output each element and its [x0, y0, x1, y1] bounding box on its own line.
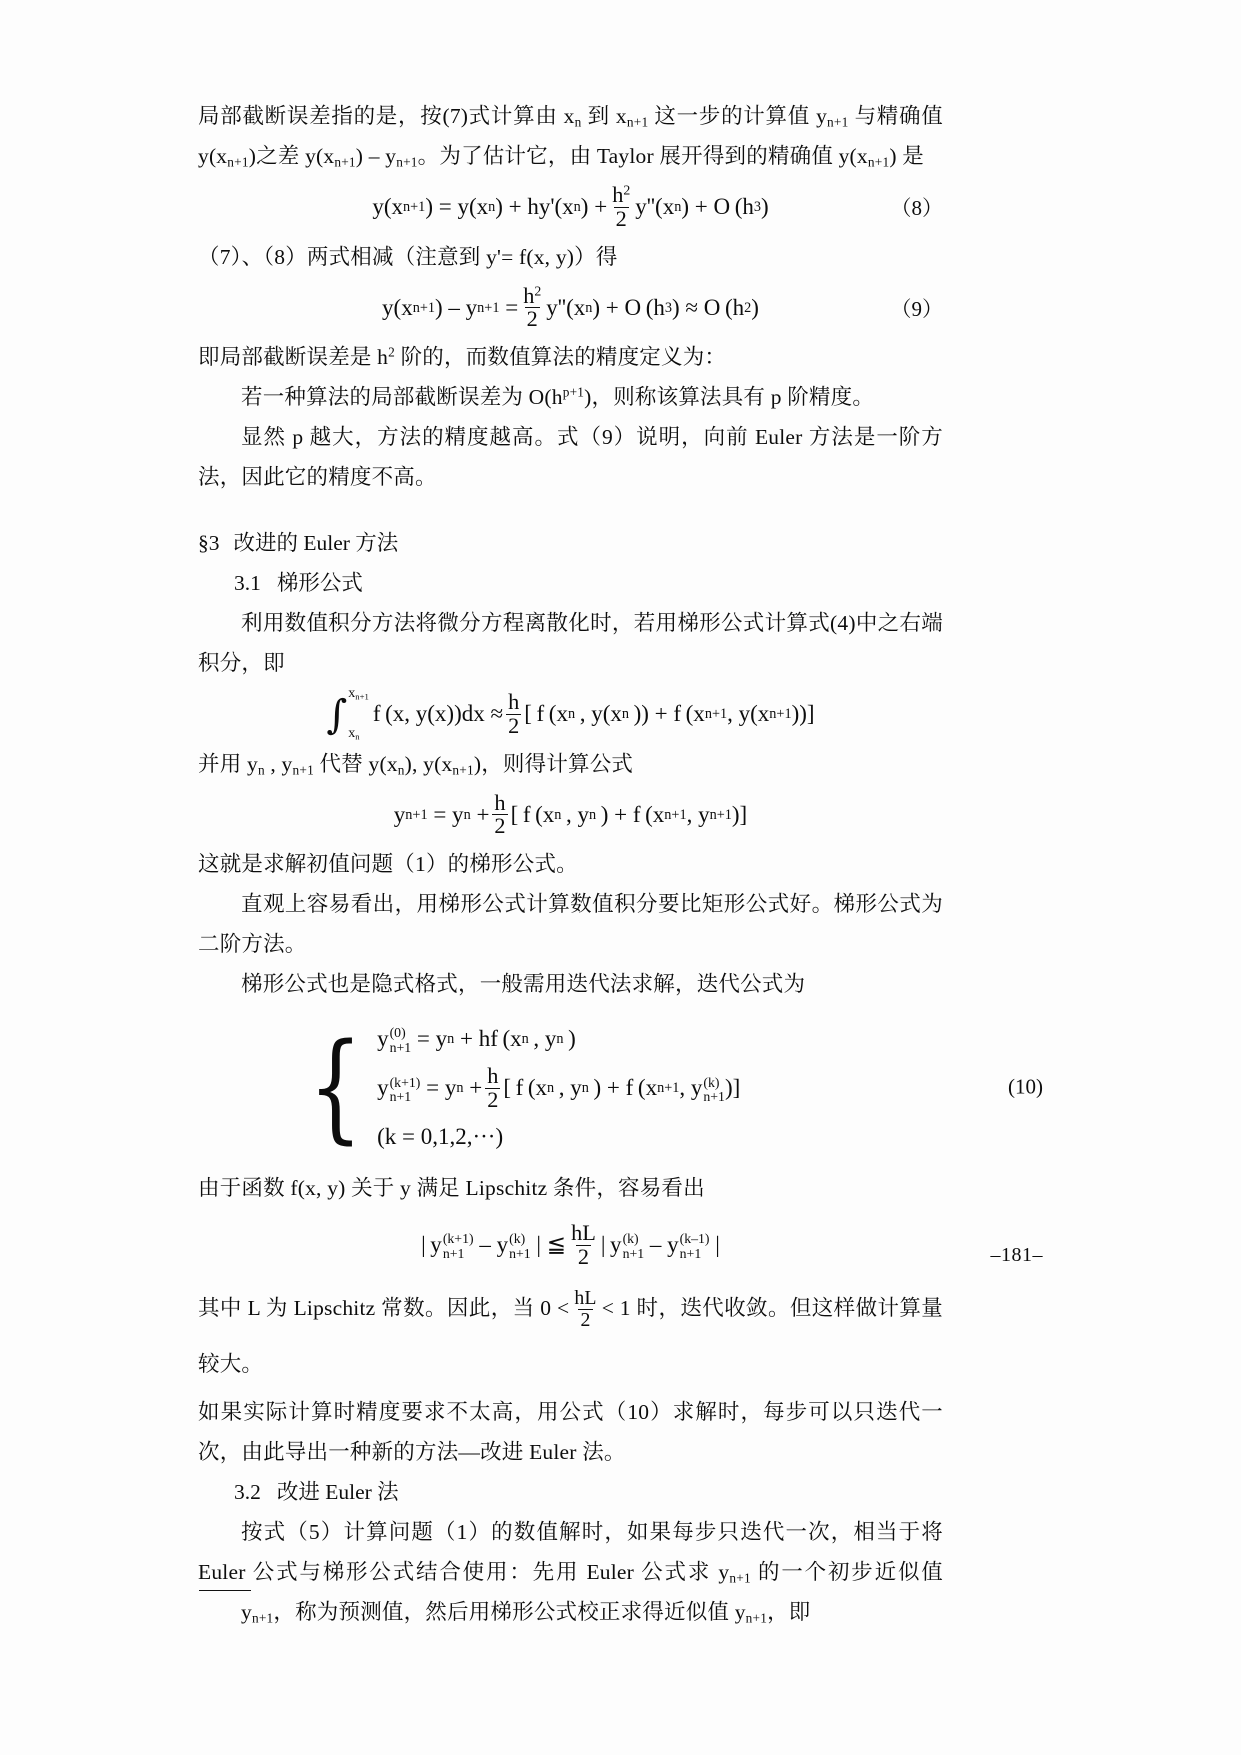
paragraph-subtract: （7）、（8）两式相减（注意到 y'= f(x, y)）得: [198, 244, 618, 269]
paragraph-replace: [198, 744, 943, 784]
p32-b6: ，称为预测值，然: [273, 1600, 448, 1624]
subsection-3-1-label: 3.1: [234, 571, 261, 595]
p32-c3: ，即: [767, 1600, 811, 1624]
p32-b5: n+1: [251, 1610, 274, 1626]
paragraph-lipschitz-intro: 由于函数 f(x, y) 关于 y 满足 Lipschitz 条件，容易看出: [198, 1176, 705, 1200]
equation-integral: ∫ $x_{n+1}$ $x_n$ f (x, y(x))dx ≈ $\frac{h}{2}$ [ f (x n , y(x n )) + f (x n+1 , y(x n+1 ))]: [326, 686, 815, 742]
p32-a: 按式（5）计算问题（1）的数值解时，如果每步只迭代一次，相当于将 Euler 公式: [198, 1520, 943, 1584]
equation-10-tag: (10): [1008, 1074, 1043, 1099]
p1-text-g: ) – y: [355, 144, 397, 168]
equation-9-row: [198, 282, 943, 332]
order-sup: 2: [388, 344, 396, 360]
paragraph-implicit: 梯形公式也是隐式格式，一般需用迭代法求解，迭代公式为: [241, 972, 806, 996]
p1-text-e: ): [248, 144, 257, 168]
subsection-heading-3-1: [198, 563, 943, 603]
equation-10-row-1: y (0) n+1 = y n + hf (x n , y n ): [377, 1024, 576, 1055]
equation-8: y(x n+1 ) = y(x n ) + hy'(x n ) + $\frac{h^2}{2}$ y''(x n ) + O (h 3 ): [372, 182, 769, 231]
section-3-title: 改进的 Euler 方法: [233, 531, 399, 555]
equation-8-row: [198, 184, 943, 231]
p1-sub-d: n+1: [227, 154, 249, 170]
paragraph-this-is-trapezoid: 这就是求解初值问题（1）的梯形公式。: [198, 852, 578, 876]
replace-e: )，则得计算公式: [473, 751, 634, 776]
paragraph-numerical-integration: 利用数值积分方法将微分方程离散化时，若用梯形公式计算式(4)中之右端积分，即: [198, 611, 943, 675]
p-order-text-b: )，则称该算法具有 p 阶精度。: [584, 385, 875, 409]
paragraph-order-definition: [198, 337, 943, 377]
replace-a: 并用 y: [198, 751, 258, 776]
section-3-label: §3: [198, 531, 220, 555]
paragraph-improved-euler: [198, 1512, 943, 1632]
lip-const-b: < 1 时，迭代收敛。但这样做计算量较大。: [198, 1296, 943, 1376]
lip-frac-num: hL: [574, 1287, 597, 1310]
p1-text-f: 之差 y(x: [256, 144, 335, 168]
p1-text-d: 与精确值 y(x: [198, 104, 943, 168]
p32-b2: n+1: [729, 1570, 751, 1586]
equation-10-row-3: (k = 0,1,2, ··· ): [377, 1123, 504, 1149]
replace-d: ), y(x: [404, 751, 453, 776]
p1-sub-b: n+1: [626, 114, 649, 130]
paragraph-obvious: 显然 p 越大，方法的精度越高。式（9）说明，向前 Euler 方法是一阶方法，因此它的精度不高。: [198, 425, 943, 489]
p1-sub-g: n+1: [867, 154, 890, 170]
p-order-sup: p+1: [562, 384, 585, 400]
replace-b: , y: [264, 751, 293, 776]
lip-const-a: 其中 L 为 Lipschitz 常数。因此，当 0 <: [198, 1296, 570, 1320]
page-number: –181–: [990, 1244, 1043, 1266]
p1-sub-a: n: [574, 114, 582, 130]
p32-b3: 的一个初步近似值: [750, 1560, 943, 1584]
p1-sub-c: n+1: [827, 114, 849, 130]
replace-c: 代替 y(x: [313, 751, 398, 776]
equation-10-row-2: y (k+1) n+1 = y n + $\frac{h}{2}$ [ f (x n , y n ) + f (x n+1 , y (k) n+1 )]: [377, 1063, 741, 1112]
order-text-a: 即局部截断误差是 h: [198, 345, 389, 369]
p1-text-a: 局部截断误差指的是，按(7)式计算由 x: [198, 104, 575, 128]
equation-9: y(x n+1 ) – y n+1 = $\frac{h^2}{2}$ y''(x n ) + O (h 3 ) ≈ O (h 2 ): [382, 282, 759, 332]
section-heading-3: [198, 523, 943, 563]
paragraph-lipschitz-constant: [198, 1280, 943, 1392]
y-bar-predictor: [198, 1592, 252, 1632]
p1-sub-e: n+1: [334, 154, 356, 170]
p1-text-b: 到 x: [581, 104, 627, 128]
lip-const-fraction: [572, 1288, 598, 1329]
replace-sub-3: n: [397, 761, 405, 777]
equation-10-system: [298, 1017, 741, 1156]
equation-lipschitz-row: [198, 1216, 943, 1274]
order-text-b: 阶的，而数值算法的精度定义为：: [395, 345, 727, 369]
paragraph-p-order: [198, 377, 943, 417]
subsection-3-1-title: 梯形公式: [276, 571, 363, 595]
subsection-3-2-title: 改进 Euler 法: [276, 1480, 399, 1504]
paragraph-local-truncation-error: [198, 96, 943, 176]
p32-c1: 后用梯形公式校正求得近似值 y: [447, 1600, 746, 1624]
replace-sub-4: n+1: [452, 761, 474, 777]
p32-b4: y: [241, 1600, 252, 1624]
p1-sub-f: n+1: [396, 154, 418, 170]
paragraph-intuition: 直观上容易看出，用梯形公式计算数值积分要比矩形公式好。梯形公式为二阶方法。: [198, 892, 943, 956]
paragraph-practical: 如果实际计算时精度要求不太高，用公式（10）求解时，每步可以只迭代一次，由此导出一种新的方法—改进 Euler 法。: [198, 1400, 943, 1464]
overbar: [199, 1590, 251, 1591]
equation-9-tag: （9）: [890, 296, 943, 321]
equation-10-row: [298, 1012, 1043, 1162]
left-brace-icon: {: [308, 1017, 363, 1156]
subsection-3-2-label: 3.2: [234, 1480, 261, 1504]
equation-integral-row: [198, 686, 943, 742]
equation-8-tag: （8）: [890, 196, 943, 221]
lip-frac-den: 2: [580, 1308, 591, 1331]
subsection-heading-3-2: [198, 1472, 943, 1512]
equation-lipschitz: | y (k+1) n+1 – y (k) n+1 | ≦ $\frac{hL}{2}$ | y (k) n+1 – y (k–1) n+1 |: [421, 1219, 720, 1269]
p32-b1: 与梯形公式结合使用：先用 Euler 公式求 y: [299, 1560, 730, 1584]
p1-text-h: 。为了估计它，由 Taylor 展开得到的精确值 y(x: [417, 144, 868, 168]
equation-trapezoid: y n+1 = y n + $\frac{h}{2}$ [ f (x n , y n ) + f (x n+1 , y n+1 )]: [393, 789, 748, 839]
p1-text-c: 这一步的计算值 y: [648, 104, 828, 128]
p32-c2: n+1: [745, 1610, 768, 1626]
p1-text-i: ) 是: [889, 144, 924, 168]
p-order-text-a: 若一种算法的局部截断误差为 O(h: [241, 385, 563, 409]
equation-trapezoid-row: [198, 789, 943, 839]
integral-sign: ∫ $x_{n+1}$ $x_n$: [326, 686, 369, 742]
ellipsis-glyph: ···: [472, 1123, 496, 1149]
replace-sub-2: n+1: [292, 761, 314, 777]
replace-sub-1: n: [257, 761, 265, 777]
section-gap: [198, 497, 943, 523]
